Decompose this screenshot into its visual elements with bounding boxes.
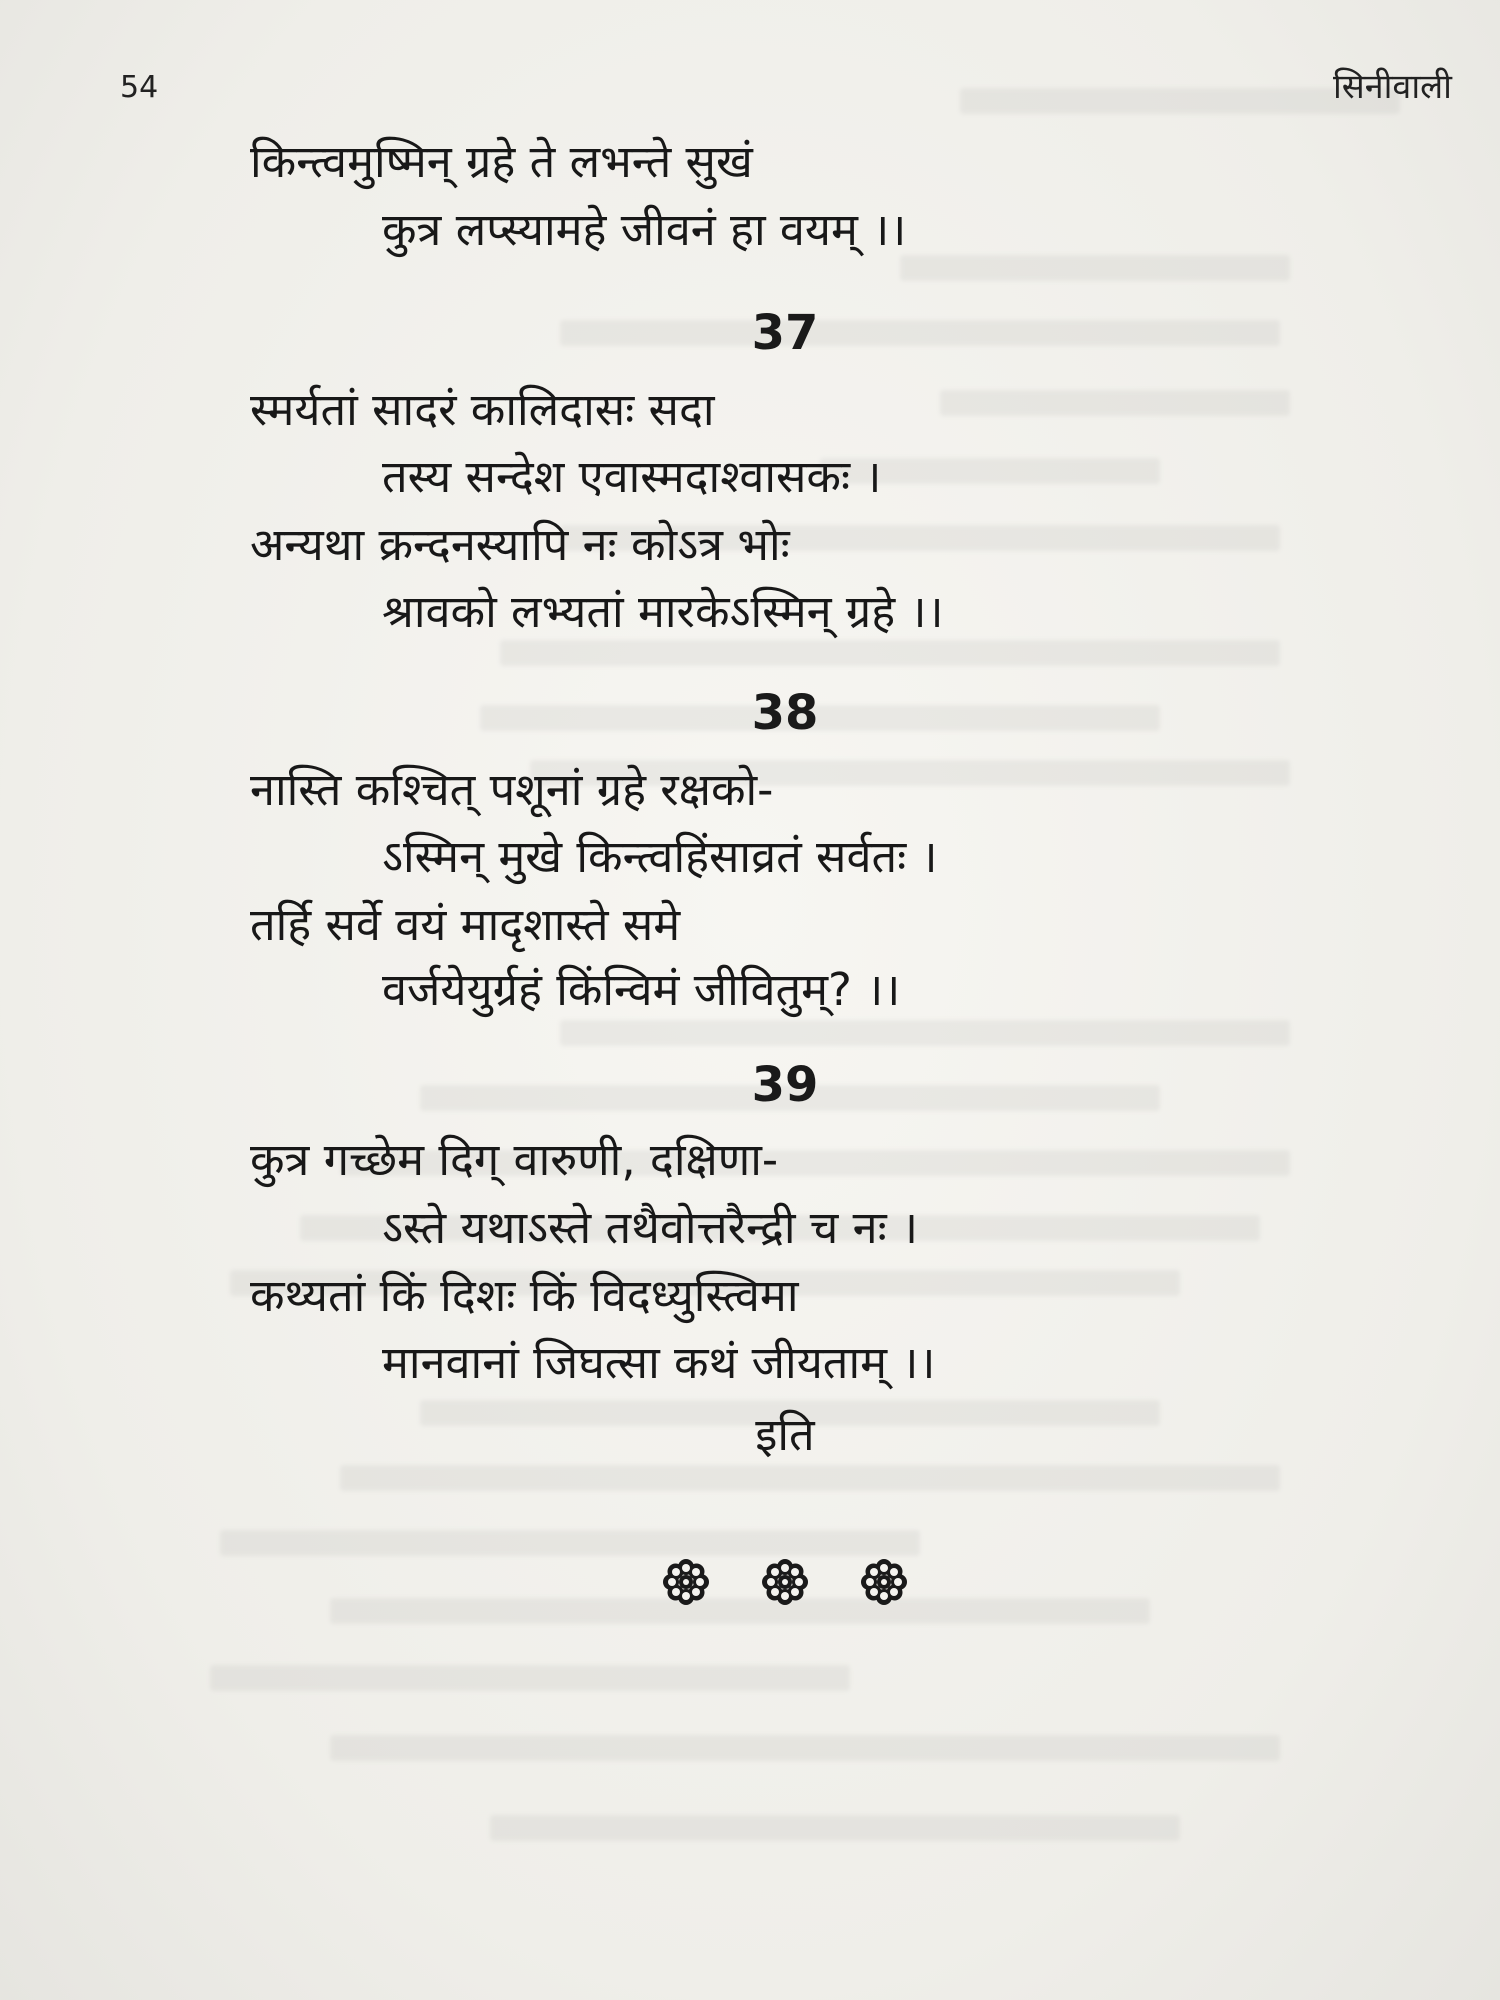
verse-line: तर्हि सर्वे वयं मादृशास्ते समे: [250, 898, 681, 951]
running-title: सिनीवाली: [1332, 67, 1452, 107]
ornament-row: [660, 1556, 910, 1608]
verse-line: किन्त्वमुष्मिन् ग्रहे ते लभन्ते सुखं: [250, 135, 753, 188]
verse-line: मानवानां जिघत्सा कथं जीयताम् ।।: [382, 1336, 936, 1389]
verse-line: कुत्र गच्छेम दिग् वारुणी, दक्षिणा-: [250, 1133, 779, 1186]
flower-ornament-icon: [759, 1556, 811, 1608]
verse-line: श्रावको लभ्यतां मारकेऽस्मिन् ग्रहे ।।: [382, 585, 944, 638]
verse-number: 37: [751, 305, 819, 361]
verse-line: ऽस्मिन् मुखे किन्त्वहिंसाव्रतं सर्वतः ।: [382, 830, 938, 883]
verse-number: 38: [751, 685, 819, 741]
verse-line: नास्ति कश्चित् पशूनां ग्रहे रक्षको-: [250, 763, 774, 816]
verse-line: तस्य सन्देश एवास्मदाश्वासकः ।: [382, 450, 882, 503]
verse-line: कथ्यतां किं दिशः किं विदध्युस्त्विमा: [250, 1269, 799, 1322]
page-number: 54: [120, 70, 159, 105]
verse-line: ऽस्ते यथाऽस्ते तथैवोत्तरैन्द्री च नः ।: [382, 1201, 919, 1254]
closing-word: इति: [755, 1408, 815, 1461]
flower-ornament-icon: [858, 1556, 910, 1608]
verse-line: वर्जयेयुर्ग्रहं किंन्विमं जीवितुम्? ।।: [382, 963, 901, 1016]
verse-line: कुत्र लप्स्यामहे जीवनं हा वयम् ।।: [382, 203, 907, 256]
flower-ornament-icon: [660, 1556, 712, 1608]
verse-number: 39: [751, 1057, 819, 1113]
verse-line: अन्यथा क्रन्दनस्यापि नः कोऽत्र भोः: [250, 518, 790, 571]
verse-line: स्मर्यतां सादरं कालिदासः सदा: [250, 383, 715, 436]
